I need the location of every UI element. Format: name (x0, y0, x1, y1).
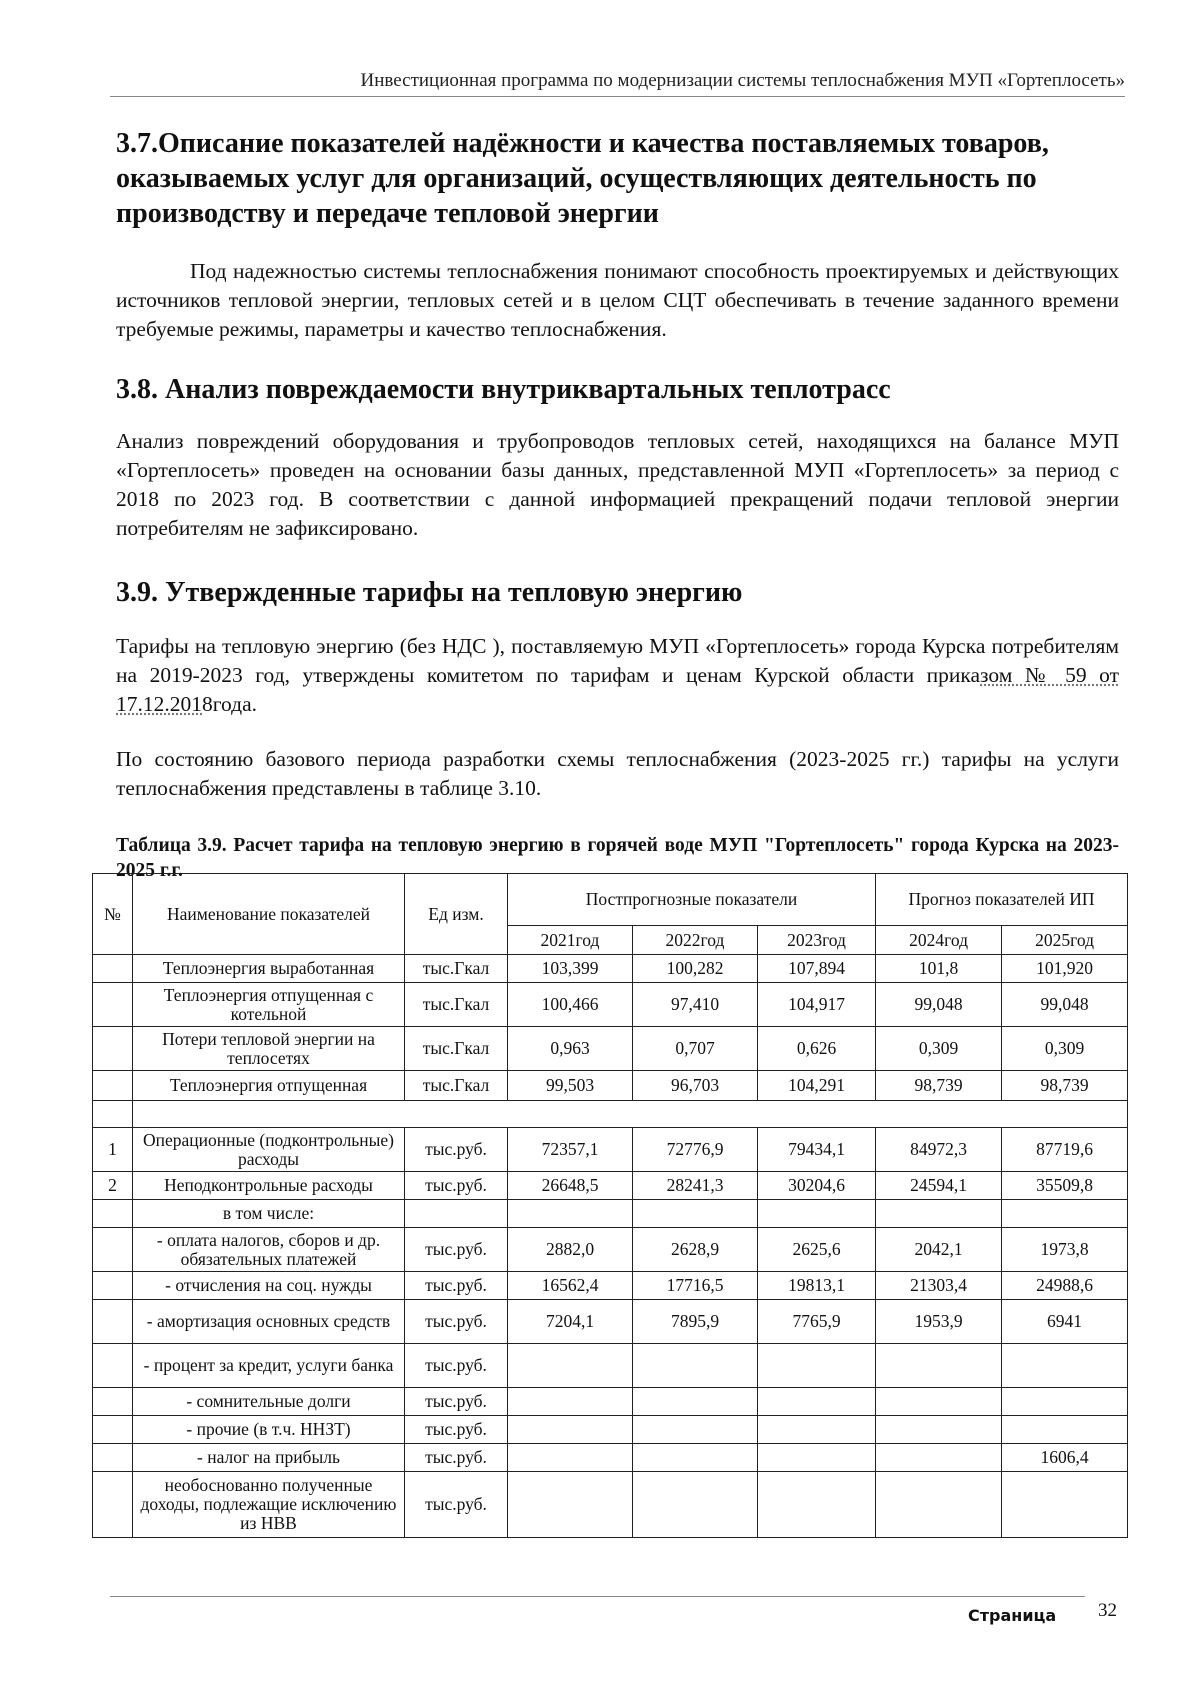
footer-page-number: 32 (1098, 1600, 1117, 1621)
text-part: Тарифы на тепловую энергию (без НДС ), поставляемую МУП «Гортеплосеть» города Курска потребителям на 2019-2023 год, утверждены комитетом по тарифам и ценам Курской области прика (116, 634, 1119, 687)
row-value: 7895,9 (633, 1300, 758, 1344)
row-number (93, 1200, 133, 1228)
col-header-unit: Ед изм. (405, 874, 508, 955)
table-cell (93, 1101, 133, 1128)
section-3-9-text-1 (116, 632, 1119, 719)
row-value: 0,626 (758, 1027, 876, 1071)
row-indicator-name: Теплоэнергия отпущенная (133, 1071, 405, 1101)
row-value: 7204,1 (508, 1300, 633, 1344)
row-value (508, 1200, 633, 1228)
row-value: 0,309 (1002, 1027, 1128, 1071)
row-value: 84972,3 (876, 1128, 1002, 1172)
table-row (93, 1172, 1128, 1200)
row-value (508, 1416, 633, 1444)
page-content (116, 126, 1119, 883)
row-value: 107,894 (758, 955, 876, 983)
row-value: 26648,5 (508, 1172, 633, 1200)
row-number (93, 1344, 133, 1388)
row-value: 24988,6 (1002, 1272, 1128, 1300)
row-value: 96,703 (633, 1071, 758, 1101)
row-unit: тыс.руб. (405, 1272, 508, 1300)
row-unit: тыс.руб. (405, 1388, 508, 1416)
row-value: 7765,9 (758, 1300, 876, 1344)
row-value (508, 1344, 633, 1388)
row-value: 99,048 (876, 983, 1002, 1027)
table-cell (133, 1101, 1128, 1128)
row-value: 0,309 (876, 1027, 1002, 1071)
table-row (93, 1444, 1128, 1472)
table-row (93, 1300, 1128, 1344)
row-value: 2625,6 (758, 1228, 876, 1272)
footer-page-label: Страница (968, 1606, 1057, 1625)
row-value: 99,503 (508, 1071, 633, 1101)
section-3-8-text: Анализ повреждений оборудования и трубопроводов тепловых сетей, находящихся на балансе МУП «Гортеплосеть» проведен на основании базы данных, представленной МУП «Гортеплосеть» за период с 2018 по 2023 год. В соответствии с данной информацией прекращений подачи тепловой энергии потребителям не зафиксировано. (116, 429, 1119, 540)
table-row (93, 1472, 1128, 1538)
col-header-name: Наименование показателей (133, 874, 405, 955)
row-value: 28241,3 (633, 1172, 758, 1200)
row-value (876, 1344, 1002, 1388)
row-value (876, 1388, 1002, 1416)
row-value: 79434,1 (758, 1128, 876, 1172)
row-number: 1 (93, 1128, 133, 1172)
row-number (93, 1300, 133, 1344)
row-value (758, 1416, 876, 1444)
row-value: 17716,5 (633, 1272, 758, 1300)
section-3-9-heading: 3.9. Утвержденные тарифы на тепловую энергию (116, 577, 743, 608)
table-row (93, 1272, 1128, 1300)
row-value: 1973,8 (1002, 1228, 1128, 1272)
row-number (93, 983, 133, 1027)
row-indicator-name: - амортизация основных средств (133, 1300, 405, 1344)
col-header-year: 2021год (508, 926, 633, 955)
row-value (633, 1416, 758, 1444)
row-number: 2 (93, 1172, 133, 1200)
row-value (1002, 1200, 1128, 1228)
row-value: 100,282 (633, 955, 758, 983)
row-indicator-name: Теплоэнергия выработанная (133, 955, 405, 983)
col-header-postforecast: Постпрогнозные показатели (508, 874, 876, 926)
table-row (93, 1388, 1128, 1416)
table-row (93, 1228, 1128, 1272)
table-row (93, 1027, 1128, 1071)
row-value (876, 1200, 1002, 1228)
col-header-year: 2025год (1002, 926, 1128, 955)
row-value: 101,8 (876, 955, 1002, 983)
row-value: 24594,1 (876, 1172, 1002, 1200)
row-indicator-name: - прочие (в т.ч. ННЗТ) (133, 1416, 405, 1444)
table-row (93, 1071, 1128, 1101)
row-indicator-name: - отчисления на соц. нужды (133, 1272, 405, 1300)
row-value: 19813,1 (758, 1272, 876, 1300)
col-header-forecast: Прогноз показателей ИП (876, 874, 1128, 926)
section-3-9-text-2: По состоянию базового периода разработки схемы теплоснабжения (2023-2025 гг.) тарифы на услуги теплоснабжения представлены в таблице 3.10. (116, 747, 1119, 800)
row-value (876, 1472, 1002, 1538)
row-number (93, 1272, 133, 1300)
row-indicator-name: Неподконтрольные расходы (133, 1172, 405, 1200)
col-header-year: 2022год (633, 926, 758, 955)
order-reference: зом № 59 от 17.12.201 (116, 663, 1119, 716)
row-unit: тыс.Гкал (405, 955, 508, 983)
row-value (633, 1344, 758, 1388)
row-indicator-name: - налог на прибыль (133, 1444, 405, 1472)
row-unit: тыс.руб. (405, 1344, 508, 1388)
row-value: 104,917 (758, 983, 876, 1027)
section-3-7-heading: 3.7.Описание показателей надёжности и качества поставляемых товаров, оказываемых услуг для организаций, осуществляющих деятельность по производству и передаче тепловой энергии (116, 128, 1049, 229)
row-value: 97,410 (633, 983, 758, 1027)
row-value: 1953,9 (876, 1300, 1002, 1344)
row-value (633, 1388, 758, 1416)
row-indicator-name: в том числе: (133, 1200, 405, 1228)
row-number (93, 1472, 133, 1538)
section-3-7-text: Под надежностью системы теплоснабжения понимают способность проектируемых и действующих источников тепловой энергии, тепловых сетей и в целом СЦТ обеспечивать в течение заданного времени требуемые режимы, параметры и качество теплоснабжения. (116, 259, 1119, 341)
row-value (1002, 1344, 1128, 1388)
row-number (93, 955, 133, 983)
row-unit: тыс.руб. (405, 1444, 508, 1472)
row-value (508, 1472, 633, 1538)
running-header: Инвестиционная программа по модернизации системы теплоснабжения МУП «Гортеплосеть» (110, 70, 1125, 97)
row-value: 0,963 (508, 1027, 633, 1071)
row-value (758, 1200, 876, 1228)
row-value: 99,048 (1002, 983, 1128, 1027)
row-value: 103,399 (508, 955, 633, 983)
row-number (93, 1027, 133, 1071)
row-value: 6941 (1002, 1300, 1128, 1344)
row-value (758, 1444, 876, 1472)
row-value: 87719,6 (1002, 1128, 1128, 1172)
row-value: 98,739 (876, 1071, 1002, 1101)
row-indicator-name: Потери тепловой энергии на теплосетях (133, 1027, 405, 1071)
col-header-year: 2024год (876, 926, 1002, 955)
row-value (876, 1416, 1002, 1444)
row-value (1002, 1388, 1128, 1416)
col-header-num: № (93, 874, 133, 955)
row-indicator-name: - оплата налогов, сборов и др. обязательных платежей (133, 1228, 405, 1272)
row-value (1002, 1472, 1128, 1538)
row-unit: тыс.руб. (405, 1416, 508, 1444)
row-unit: тыс.руб. (405, 1472, 508, 1538)
row-unit: тыс.Гкал (405, 1027, 508, 1071)
row-unit: тыс.руб. (405, 1300, 508, 1344)
table-row (93, 1200, 1128, 1228)
tariff-table (92, 873, 1128, 1538)
table-row (93, 955, 1128, 983)
row-number (93, 1388, 133, 1416)
row-number (93, 1416, 133, 1444)
row-value (633, 1444, 758, 1472)
row-value: 2882,0 (508, 1228, 633, 1272)
row-value: 1606,4 (1002, 1444, 1128, 1472)
row-number (93, 1071, 133, 1101)
row-value (508, 1388, 633, 1416)
row-value: 2628,9 (633, 1228, 758, 1272)
row-value: 100,466 (508, 983, 633, 1027)
row-unit: тыс.руб. (405, 1228, 508, 1272)
row-value (876, 1444, 1002, 1472)
row-value: 21303,4 (876, 1272, 1002, 1300)
row-value: 16562,4 (508, 1272, 633, 1300)
row-value: 35509,8 (1002, 1172, 1128, 1200)
row-value (758, 1388, 876, 1416)
row-value (758, 1472, 876, 1538)
row-unit: тыс.Гкал (405, 983, 508, 1027)
table-caption: Таблица 3.9. Расчет тарифа на тепловую энергию в горячей воде МУП "Гортеплосеть" города Курска на 2023-2025 г.г. (116, 835, 1119, 881)
row-value (758, 1344, 876, 1388)
row-indicator-name: - процент за кредит, услуги банка (133, 1344, 405, 1388)
row-indicator-name: необоснованно полученные доходы, подлежащие исключению из НВВ (133, 1472, 405, 1538)
row-value: 72357,1 (508, 1128, 633, 1172)
row-value (508, 1444, 633, 1472)
row-unit: тыс.руб. (405, 1128, 508, 1172)
row-value: 104,291 (758, 1071, 876, 1101)
footer-divider (110, 1596, 1085, 1597)
row-unit: тыс.руб. (405, 1172, 508, 1200)
row-indicator-name: Теплоэнергия отпущенная с котельной (133, 983, 405, 1027)
section-3-8-heading: 3.8. Анализ повреждаемости внутриквартальных теплотрасс (116, 374, 891, 405)
row-value: 101,920 (1002, 955, 1128, 983)
row-value: 98,739 (1002, 1071, 1128, 1101)
row-indicator-name: - сомнительные долги (133, 1388, 405, 1416)
row-unit: тыс.Гкал (405, 1071, 508, 1101)
row-number (93, 1444, 133, 1472)
row-value (633, 1200, 758, 1228)
row-value (633, 1472, 758, 1538)
table-row (93, 1416, 1128, 1444)
table-row (93, 1344, 1128, 1388)
table-row (93, 1128, 1128, 1172)
row-value (1002, 1416, 1128, 1444)
row-unit (405, 1200, 508, 1228)
table-row (93, 983, 1128, 1027)
col-header-year: 2023год (758, 926, 876, 955)
row-number (93, 1228, 133, 1272)
row-value: 72776,9 (633, 1128, 758, 1172)
table-spacer-row (93, 1101, 1128, 1128)
row-value: 0,707 (633, 1027, 758, 1071)
text-part: 8года. (202, 692, 258, 716)
row-indicator-name: Операционные (подконтрольные) расходы (133, 1128, 405, 1172)
row-value: 2042,1 (876, 1228, 1002, 1272)
row-value: 30204,6 (758, 1172, 876, 1200)
